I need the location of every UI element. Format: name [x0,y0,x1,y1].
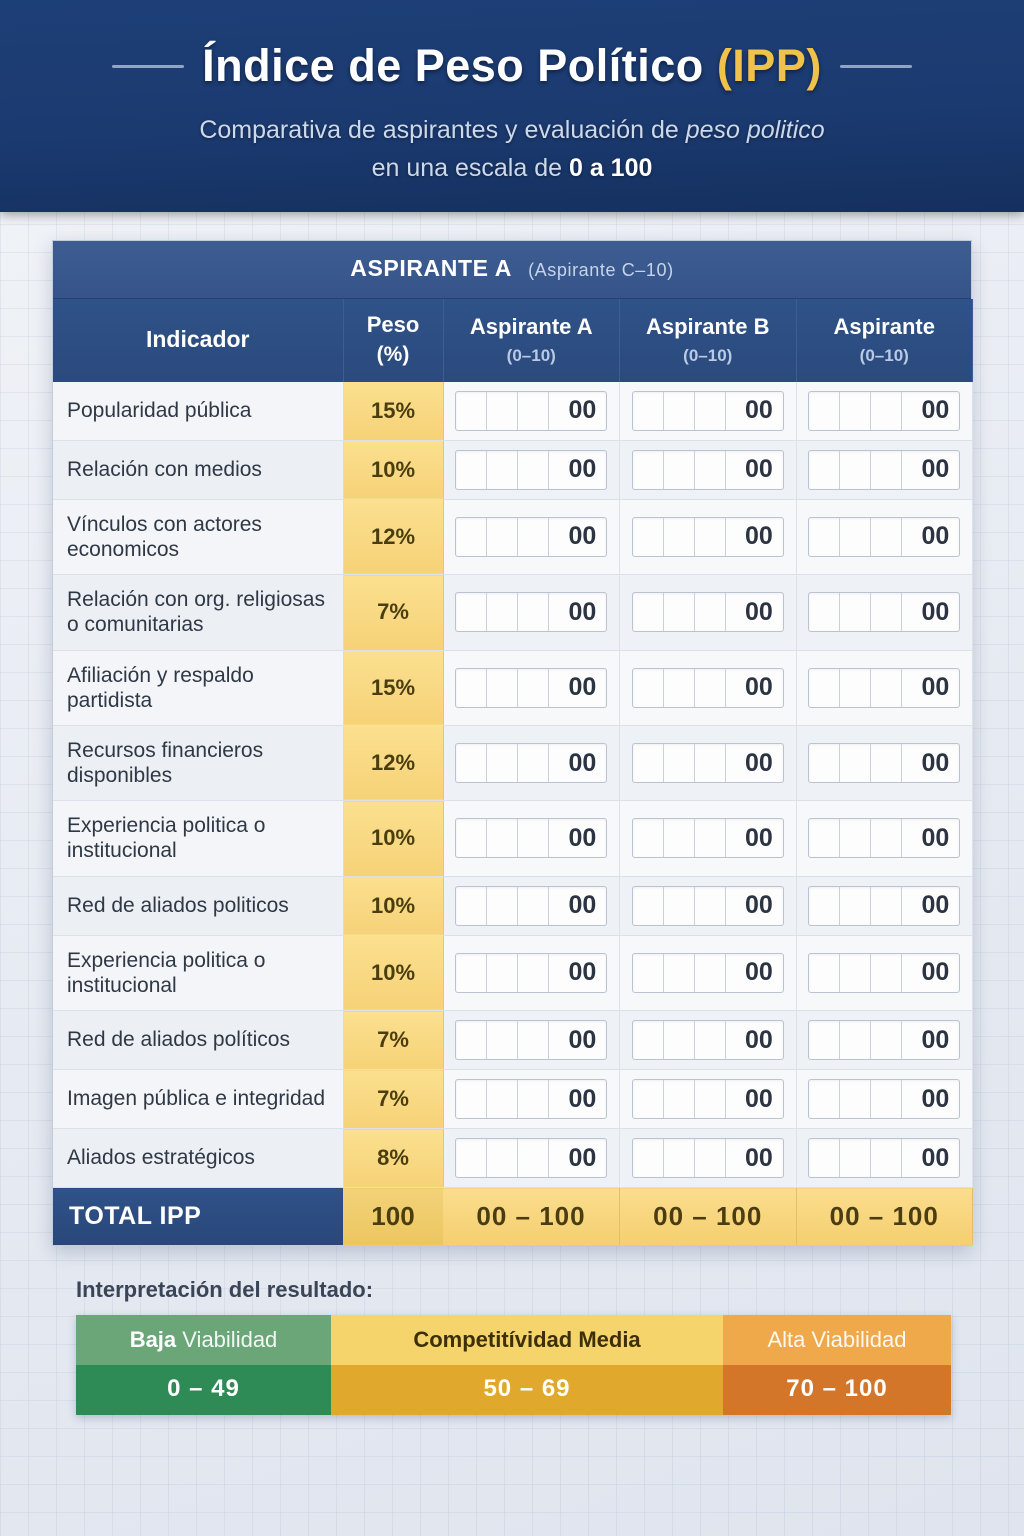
score-input-c[interactable] [808,668,960,708]
ipp-table [53,299,973,1245]
card-banner [53,241,971,299]
score-value-c: 00 [921,823,950,852]
score-value-c: 00 [921,1084,950,1113]
legend-segment-low [76,1315,331,1415]
score-cell-a[interactable] [443,935,620,1010]
score-input-c[interactable] [808,818,960,858]
score-value-c: 00 [921,455,950,484]
score-cell-c[interactable] [796,876,973,935]
score-cell-a[interactable] [443,382,620,441]
score-cell-a[interactable] [443,499,620,574]
header-aspirante-b-label: Aspirante B [646,314,770,339]
total-range-c: 00 – 100 [796,1188,973,1246]
score-cell-a[interactable] [443,1129,620,1188]
legend-segment-mid [331,1315,723,1415]
row-indicator: Aliados estratégicos [53,1129,343,1188]
score-input-c[interactable] [808,450,960,490]
score-cell-c[interactable] [796,382,973,441]
legend-section [76,1277,956,1415]
score-cell-c[interactable] [796,725,973,800]
score-input-a[interactable] [455,1079,607,1119]
row-weight: 12% [343,499,443,574]
legend-range-low: 0 – 49 [76,1365,331,1415]
score-input-a[interactable] [455,953,607,993]
score-value-a: 00 [568,673,597,702]
row-indicator: Popularidad pública [53,382,343,441]
score-value-c: 00 [921,891,950,920]
score-input-b[interactable] [632,517,784,557]
header-aspirante-b-range: (0–10) [683,345,733,365]
score-cell-b[interactable] [620,1070,797,1129]
row-indicator: Recursos financieros disponibles [53,725,343,800]
score-value-c: 00 [921,958,950,987]
total-label: TOTAL IPP [53,1188,343,1246]
score-value-c: 00 [921,748,950,777]
score-cell-c[interactable] [796,801,973,876]
score-input-b[interactable] [632,1079,784,1119]
score-cell-c[interactable] [796,1070,973,1129]
row-weight: 10% [343,440,443,499]
legend-range-high: 70 – 100 [723,1365,951,1415]
header-indicator: Indicador [53,299,343,382]
page-header [0,0,1024,212]
score-cell-c[interactable] [796,1011,973,1070]
header-aspirante-a [443,299,620,382]
row-indicator: Red de aliados políticos [53,1011,343,1070]
legend-label-low-soft: Viabilidad [176,1327,278,1352]
header-aspirante-c-range: (0–10) [859,345,909,365]
legend-bar [76,1315,951,1415]
score-input-c[interactable] [808,592,960,632]
score-input-a[interactable] [455,391,607,431]
score-cell-a[interactable] [443,575,620,650]
score-input-a[interactable] [455,592,607,632]
row-indicator: Relación con medios [53,440,343,499]
score-cell-b[interactable] [620,935,797,1010]
score-cell-b[interactable] [620,499,797,574]
score-value-a: 00 [568,455,597,484]
title-row [0,40,1024,92]
score-value-c: 00 [921,673,950,702]
table-header-row [53,299,973,382]
table-row [53,650,973,725]
score-cell-a[interactable] [443,876,620,935]
legend-range-mid: 50 – 69 [331,1365,723,1415]
score-value-a: 00 [568,958,597,987]
score-cell-a[interactable] [443,440,620,499]
score-input-b[interactable] [632,1020,784,1060]
score-input-a[interactable] [455,886,607,926]
score-input-c[interactable] [808,1020,960,1060]
score-value-a: 00 [568,597,597,626]
legend-label-mid [331,1315,723,1365]
score-cell-a[interactable] [443,725,620,800]
header-aspirante-b [620,299,797,382]
score-value-c: 00 [921,1025,950,1054]
table-row [53,499,973,574]
score-input-b[interactable] [632,953,784,993]
score-input-c[interactable] [808,953,960,993]
header-aspirante-c [796,299,973,382]
table-header [53,299,973,382]
score-input-a[interactable] [455,668,607,708]
table-row [53,801,973,876]
score-input-a[interactable] [455,743,607,783]
table-row [53,876,973,935]
score-cell-a[interactable] [443,801,620,876]
row-weight: 12% [343,725,443,800]
score-value-b: 00 [744,1143,773,1172]
score-input-c[interactable] [808,886,960,926]
score-cell-b[interactable] [620,1129,797,1188]
score-cell-b[interactable] [620,382,797,441]
page-subtitle [0,112,1024,187]
score-input-a[interactable] [455,517,607,557]
row-indicator: Vínculos con actores economicos [53,499,343,574]
score-value-b: 00 [744,1084,773,1113]
table-row [53,935,973,1010]
score-value-b: 00 [744,1025,773,1054]
header-aspirante-c-label: Aspirante [833,314,935,339]
score-value-b: 00 [744,396,773,425]
row-weight: 10% [343,935,443,1010]
score-cell-a[interactable] [443,1070,620,1129]
score-input-b[interactable] [632,668,784,708]
score-value-a: 00 [568,823,597,852]
row-weight: 10% [343,876,443,935]
score-value-a: 00 [568,396,597,425]
score-cell-c[interactable] [796,575,973,650]
score-input-c[interactable] [808,1079,960,1119]
table-row [53,440,973,499]
score-value-b: 00 [744,891,773,920]
score-cell-c[interactable] [796,1129,973,1188]
row-weight: 8% [343,1129,443,1188]
row-indicator: Experiencia politica o institucional [53,935,343,1010]
score-value-b: 00 [744,455,773,484]
table-row [53,1129,973,1188]
score-cell-b[interactable] [620,876,797,935]
page-title-abbr: (IPP) [716,40,822,91]
page-title-main: Índice de Peso Político [202,40,704,91]
score-input-b[interactable] [632,886,784,926]
row-weight: 7% [343,1070,443,1129]
score-cell-b[interactable] [620,575,797,650]
table-row [53,1011,973,1070]
header-weight [343,299,443,382]
score-input-b[interactable] [632,1138,784,1178]
score-value-b: 00 [744,958,773,987]
score-value-a: 00 [568,1025,597,1054]
score-input-b[interactable] [632,391,784,431]
legend-label-low-strong: Baja [129,1327,177,1352]
score-input-a[interactable] [455,1138,607,1178]
table-row [53,725,973,800]
score-value-c: 00 [921,597,950,626]
legend-label-high [723,1315,951,1365]
score-value-b: 00 [744,823,773,852]
score-value-b: 00 [744,748,773,777]
score-value-b: 00 [744,597,773,626]
score-input-b[interactable] [632,743,784,783]
score-value-a: 00 [568,522,597,551]
header-aspirante-a-label: Aspirante A [469,314,593,339]
total-weight: 100 [343,1188,443,1246]
score-input-a[interactable] [455,1020,607,1060]
score-cell-b[interactable] [620,725,797,800]
score-value-b: 00 [744,673,773,702]
score-cell-c[interactable] [796,499,973,574]
score-cell-a[interactable] [443,1011,620,1070]
score-cell-b[interactable] [620,650,797,725]
score-input-c[interactable] [808,391,960,431]
table-row [53,575,973,650]
total-range-a: 00 – 100 [443,1188,620,1246]
score-input-b[interactable] [632,450,784,490]
score-input-c[interactable] [808,517,960,557]
row-indicator: Relación con org. religiosas o comunitarias [53,575,343,650]
row-weight: 15% [343,382,443,441]
row-indicator: Imagen pública e integridad [53,1070,343,1129]
score-value-b: 00 [744,522,773,551]
subtitle-line1-a: Comparativa de aspirantes y evaluación de [199,116,686,144]
score-input-a[interactable] [455,818,607,858]
legend-label-mid-strong: Competitívidad Media [413,1327,641,1352]
header-aspirante-a-range: (0–10) [506,345,556,365]
legend-label-high-soft: Alta Viabilidad [767,1327,907,1352]
score-cell-b[interactable] [620,1011,797,1070]
score-input-b[interactable] [632,818,784,858]
score-value-a: 00 [568,1143,597,1172]
score-input-a[interactable] [455,450,607,490]
table-row [53,382,973,441]
score-cell-c[interactable] [796,440,973,499]
header-weight-label: Peso [366,312,420,337]
score-value-a: 00 [568,1084,597,1113]
score-input-c[interactable] [808,1138,960,1178]
score-value-a: 00 [568,748,597,777]
row-indicator: Experiencia politica o institucional [53,801,343,876]
score-input-b[interactable] [632,592,784,632]
score-cell-b[interactable] [620,801,797,876]
score-value-c: 00 [921,1143,950,1172]
card-banner-title: ASPIRANTE A [350,255,512,281]
score-input-c[interactable] [808,743,960,783]
subtitle-line1-b: peso politico [685,116,825,144]
legend-segment-high [723,1315,951,1415]
score-value-c: 00 [921,522,950,551]
score-value-c: 00 [921,396,950,425]
card-banner-subtitle: (Aspirante C–10) [528,260,674,280]
title-rule-left [112,65,184,68]
table-body [53,382,973,1245]
row-weight: 7% [343,1011,443,1070]
subtitle-line2-b: 0 a 100 [568,153,653,182]
page-title [202,40,822,92]
score-cell-c[interactable] [796,935,973,1010]
total-range-b: 00 – 100 [620,1188,797,1246]
title-rule-right [840,65,912,68]
score-cell-a[interactable] [443,650,620,725]
row-indicator: Afiliación y respaldo partidista [53,650,343,725]
score-cell-b[interactable] [620,440,797,499]
score-value-a: 00 [568,891,597,920]
table-total-row [53,1188,973,1246]
row-weight: 7% [343,575,443,650]
header-weight-unit: (%) [376,342,410,366]
row-weight: 15% [343,650,443,725]
score-cell-c[interactable] [796,650,973,725]
ipp-table-card [52,240,972,1246]
row-indicator: Red de aliados politicos [53,876,343,935]
subtitle-line2-a: en una escala de [371,153,569,182]
legend-label-low [76,1315,331,1365]
row-weight: 10% [343,801,443,876]
legend-title: Interpretación del resultado: [76,1277,374,1302]
table-row [53,1070,973,1129]
